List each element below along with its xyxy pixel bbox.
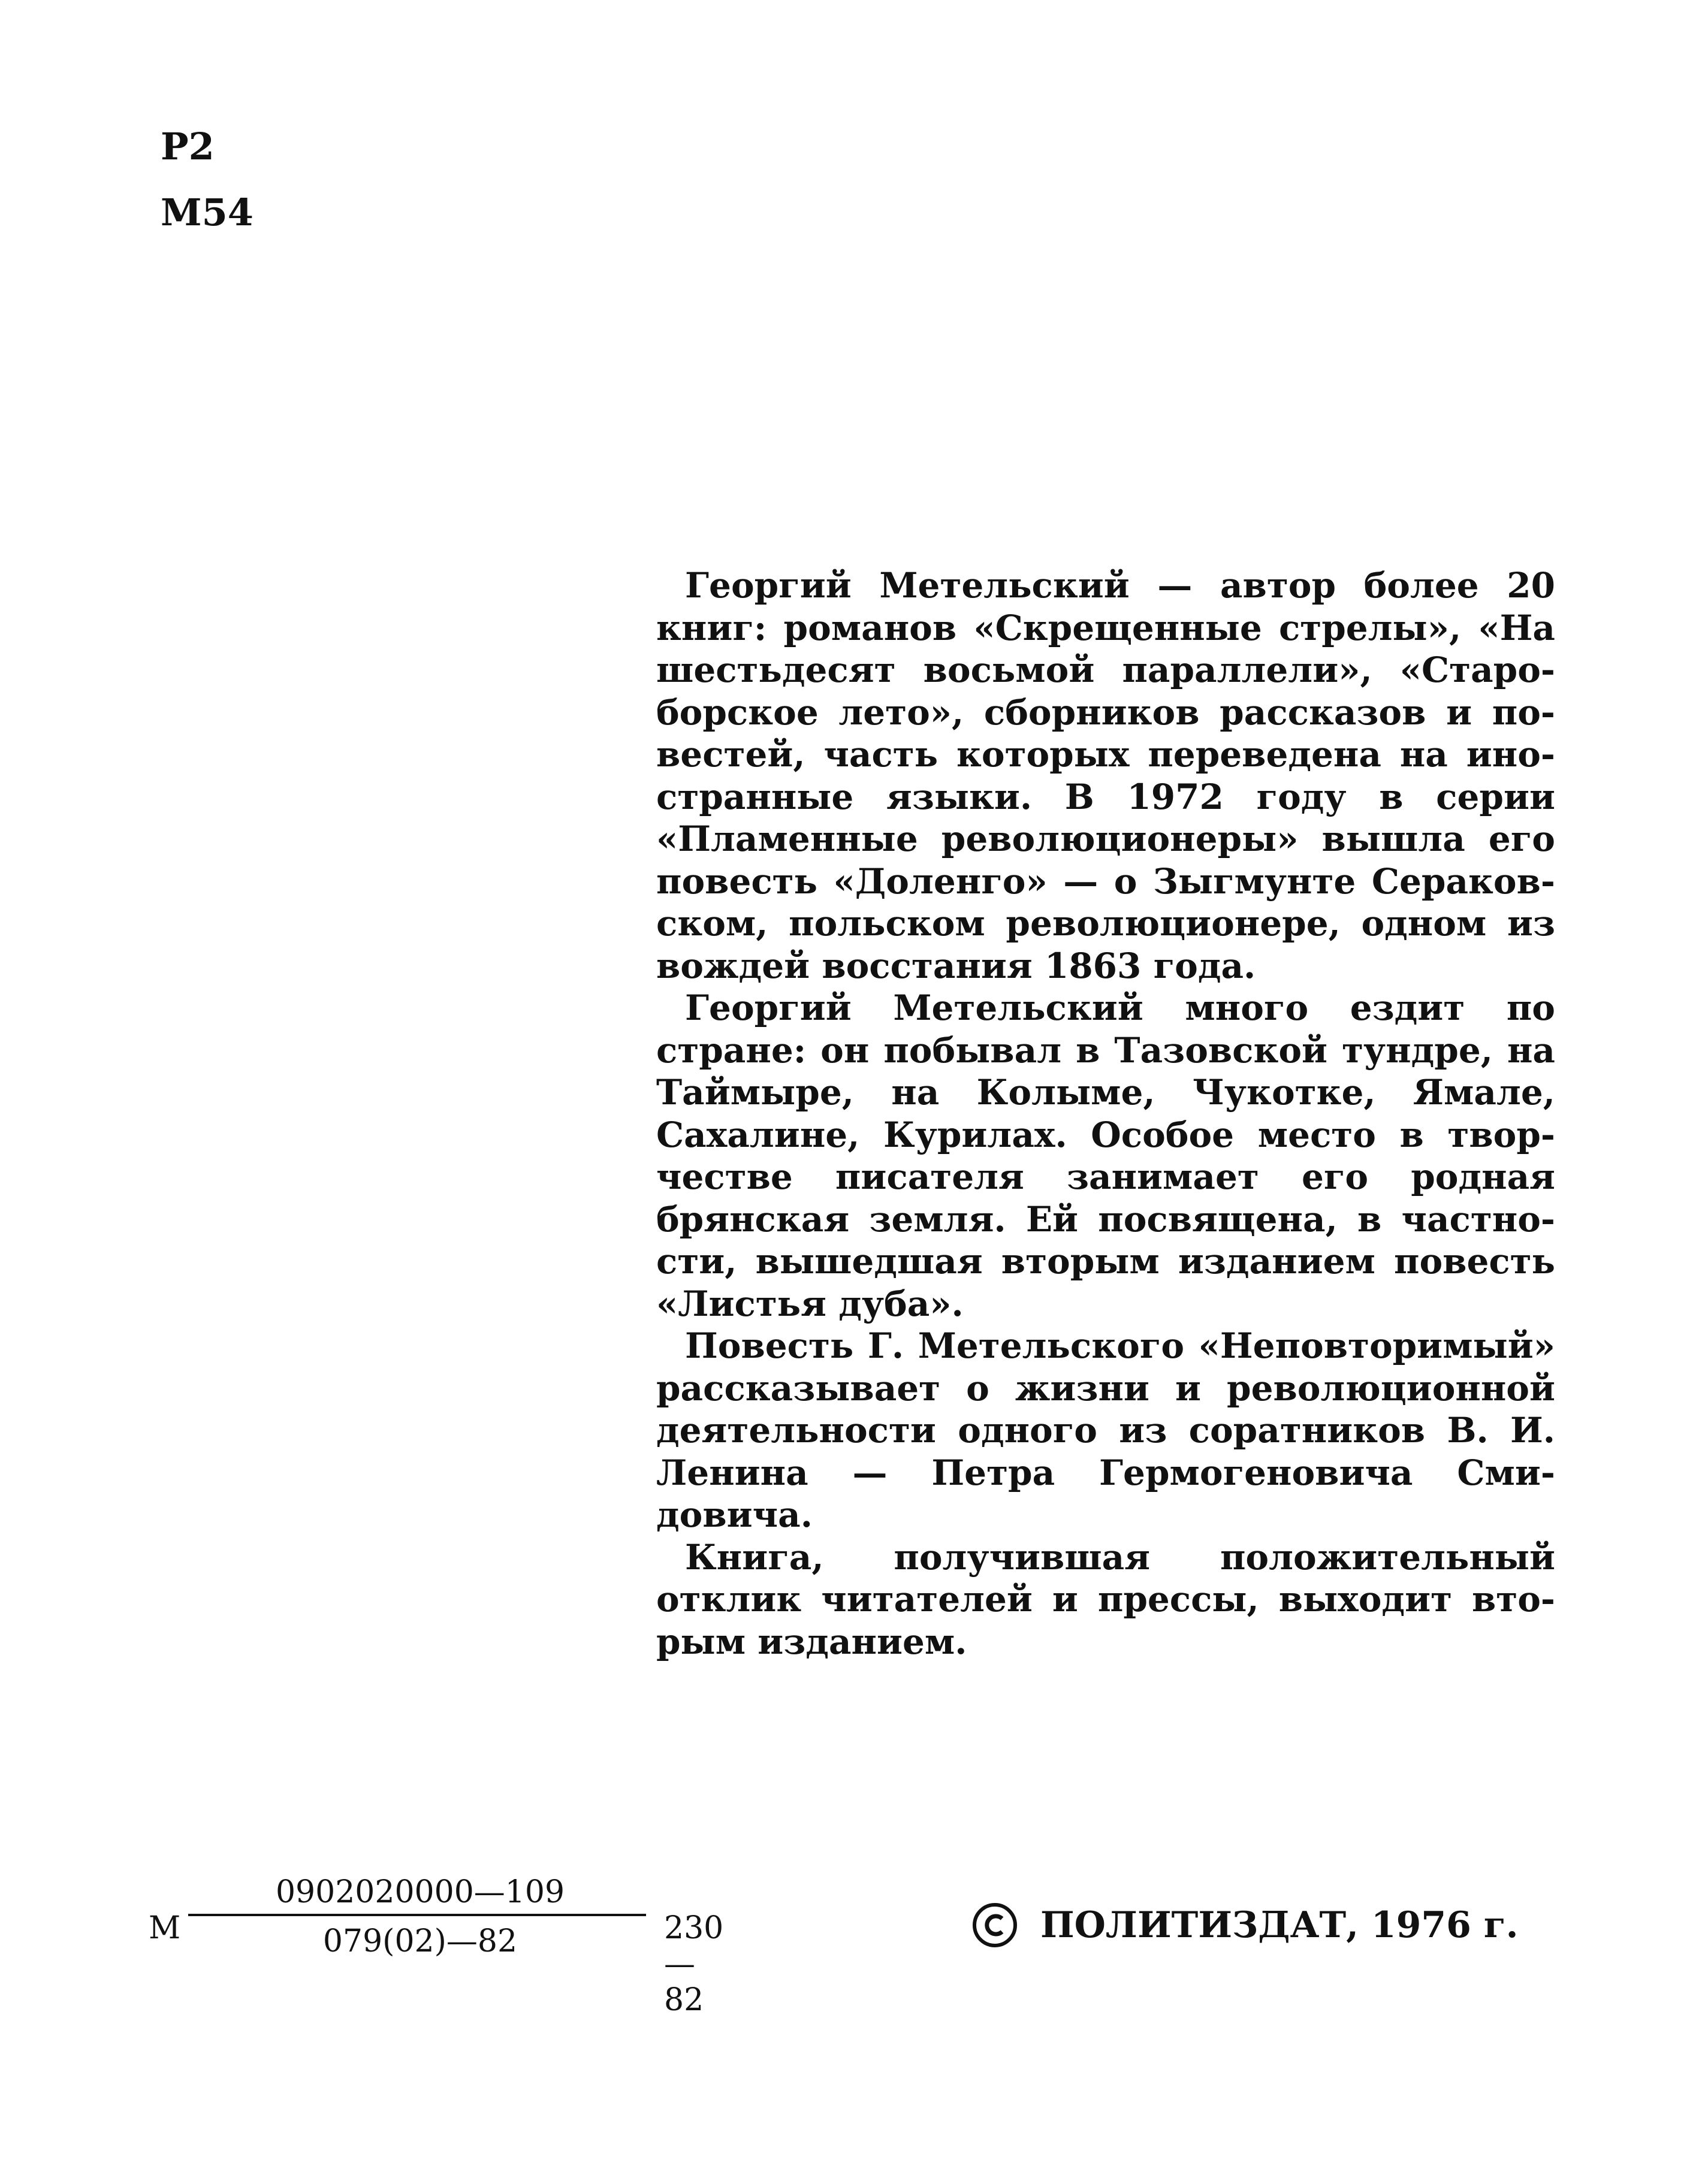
bbk-index: Р2: [161, 125, 215, 168]
author-mark: М54: [161, 191, 254, 234]
copyright-icon: [972, 1902, 1018, 1948]
annotation-paragraph-edition: Книга, получившая положительный отклик читателей и прессы, выходит вторым изданием.: [656, 1536, 1555, 1662]
copyright-line: [972, 1902, 1518, 1948]
book-annotation: [656, 564, 1555, 1663]
annotation-paragraph-travels: Георгий Метельский много ездит по стране: он побывал в Тазовской тундре, на Таймыре, на Колыме, Чукотке, Ямале, Сахалине, Курилах. Особое место в творчестве писателя занимает его родная брянская земля. Ей посвящена, в частности, вышедшая вторым изданием повесть «Листья дуба».: [656, 987, 1555, 1324]
publisher-copyright: ПОЛИТИЗДАТ, 1976 г.: [1040, 1904, 1519, 1946]
catalog-code-letter: М: [149, 1910, 181, 1946]
catalog-code-fraction: [186, 1874, 654, 1959]
annotation-paragraph-author: Георгий Метельский — автор более 20 книг: романов «Скрещенные стрелы», «На шестьдесят восьмой параллели», «Староборское лето», сборников рассказов и повестей, часть которых переведена на иностранные языки. В 1972 году в серии «Пламенные революционеры» вышла его повесть «Доленго» — о Зыгмунте Сераковском, польском революционере, одном из вождей восстания 1863 года.: [656, 565, 1555, 986]
catalog-code: [149, 1874, 724, 2018]
annotation-paragraph-story: Повесть Г. Метельского «Неповторимый» рассказывает о жизни и революционной деятельности одного из соратников В. И. Ленина — Петра Гермогеновича Смидовича.: [656, 1325, 1555, 1535]
catalog-code-suffix: 230—82: [664, 1910, 724, 2018]
library-index-codes: [161, 114, 254, 246]
catalog-code-denominator: 079(02)—82: [322, 1923, 518, 1959]
catalog-code-numerator: 0902020000—109: [275, 1874, 565, 1910]
